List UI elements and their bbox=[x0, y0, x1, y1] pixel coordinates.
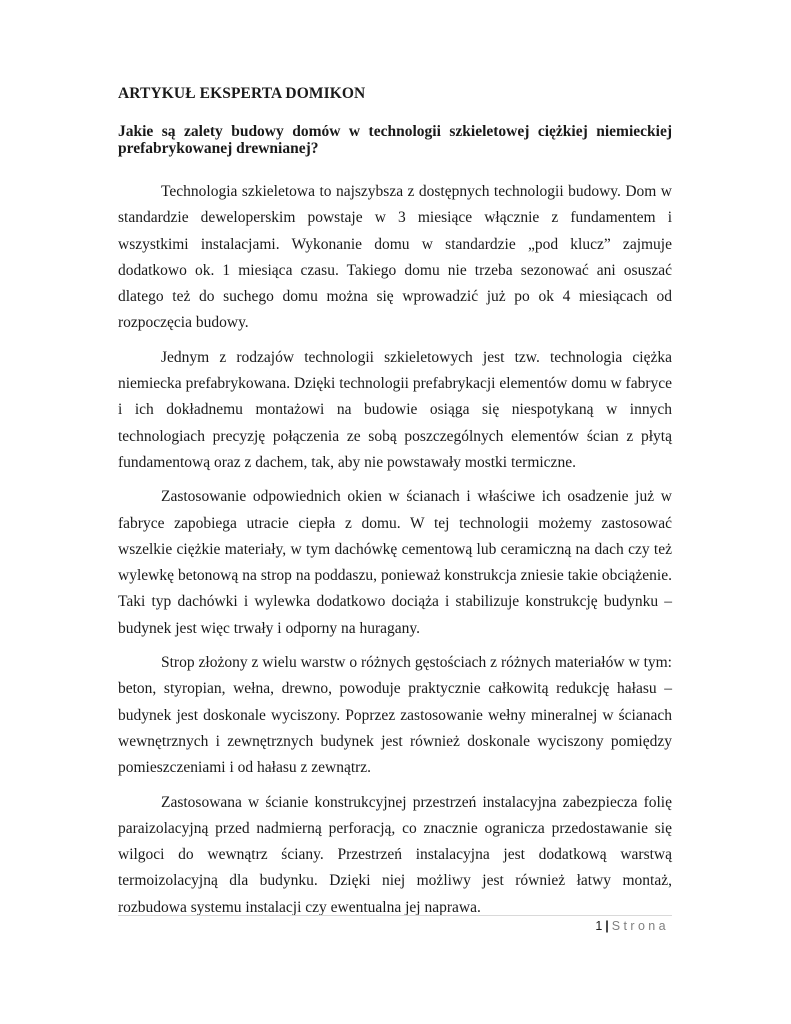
document-body bbox=[118, 84, 672, 929]
paragraph-1: Technologia szkieletowa to najszybsza z dostępnych technologii budowy. Dom w standardzie deweloperskim powstaje w 3 miesiące włącznie z fundamentem i wszystkimi instalacjami. Wykonanie domu w standardzie „pod klucz” zajmuje dodatkowo ok. 1 miesiąca czasu. Takiego domu nie trzeba sezonować ani osuszać dlatego też do suchego domu można się wprowadzić już po ok 4 miesiącach od rozpoczęcia budowy. bbox=[118, 183, 672, 332]
page-number: 1 bbox=[595, 919, 603, 933]
paragraph-3: Zastosowanie odpowiednich okien w ścianach i właściwe ich osadzenie już w fabryce zapobiega utracie ciepła z domu. W tej technologii możemy zastosować wszelkie ciężkie materiały, w tym dachówkę cementową lub ceramiczną na dach czy też wylewkę betonową na strop na poddaszu, ponieważ konstrukcja zniesie takie obciążenie. Taki typ dachówki i wylewka dodatkowo dociąża i stabilizuje konstrukcję budynku – budynek jest więc trwały i odporny na huragany. bbox=[118, 488, 672, 637]
paragraph-4: Strop złożony z wielu warstw o różnych gęstościach z różnych materiałów w tym: beton, styropian, wełna, drewno, powoduje praktycznie całkowitą redukcję hałasu – budynek jest doskonale wyciszony. Poprzez zastosowanie wełny mineralnej w ścianach wewnętrznych i zewnętrznych budynek jest również doskonale wyciszony pomiędzy pomieszczeniami i od hałasu z zewnątrz. bbox=[118, 654, 672, 777]
footer-separator: | bbox=[605, 919, 609, 933]
paragraph-2: Jednym z rodzajów technologii szkieletowych jest tzw. technologia ciężka niemiecka prefabrykowana. Dzięki technologii prefabrykacji elementów domu w fabryce i ich dokładnemu montażowi na budowie osiąga się niespotykaną w innych technologiach precyzję połączenia ze sobą poszczególnych elementów ścian z płytą fundamentową oraz z dachem, tak, aby nie powstawały mostki termiczne. bbox=[118, 348, 672, 471]
page-word: Strona bbox=[611, 919, 669, 933]
page-footer bbox=[595, 916, 669, 936]
paragraph-5: Zastosowana w ścianie konstrukcyjnej przestrzeń instalacyjna zabezpiecza folię paraizolacyjną przed nadmierną perforacją, co znacznie ogranicza przedostawanie się wilgoci do wewnątrz ściany. Przestrzeń instalacyjna jest dodatkową warstwą termoizolacyjną dla budynku. Dzięki niej możliwy jest również łatwy montaż, rozbudowa systemu instalacji czy ewentualna jej naprawa. bbox=[118, 793, 672, 916]
document-header: ARTYKUŁ EKSPERTA DOMIKON bbox=[118, 85, 366, 102]
article-question: Jakie są zalety budowy domów w technologii szkieletowej ciężkiej niemieckiej prefabrykowanej drewnianej? bbox=[118, 123, 672, 157]
footer-divider bbox=[118, 915, 672, 916]
